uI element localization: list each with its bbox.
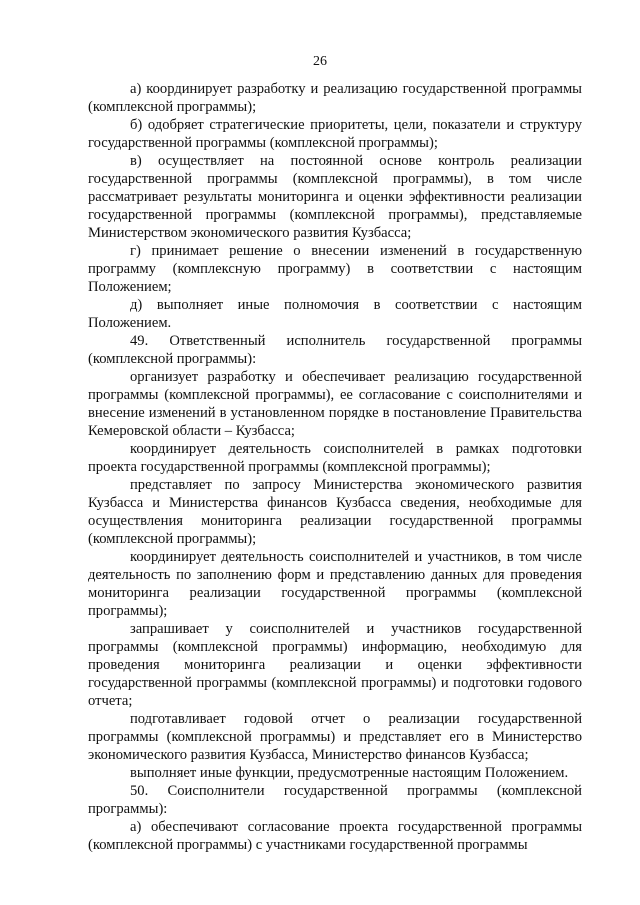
- clause-49-coordinates-coexecutors: координирует деятельность соисполнителей в рамках подготовки проекта государственной программы (комплексной программы);: [88, 441, 582, 475]
- clause-50-a-ensures-approval: а) обеспечивают согласование проекта государственной программы (комплексной программы) с участниками государственной программы: [88, 819, 582, 853]
- document-body: [88, 80, 582, 854]
- clause-49-organizes: организует разработку и обеспечивает реализацию государственной программы (комплексной программы), ее согласование с соисполнителями и внесение изменений в установленном порядке в постановление Правительства Кемеровской области – Кузбасса;: [88, 369, 582, 439]
- paragraph-d-other-powers: д) выполняет иные полномочия в соответствии с настоящим Положением.: [88, 297, 582, 331]
- clause-49-annual-report: подготавливает годовой отчет о реализации государственной программы (комплексной программы) и представляет его в Министерство экономического развития Кузбасса, Министерство финансов Кузбасса;: [88, 711, 582, 763]
- paragraph-a-coordinates: а) координирует разработку и реализацию государственной программы (комплексной программы);: [88, 81, 582, 115]
- clause-49-provides-info: представляет по запросу Министерства экономического развития Кузбасса и Министерства финансов Кузбасса сведения, необходимые для осуществления мониторинга реализации государственной программы (комплексной программы);: [88, 477, 582, 547]
- paragraph-g-decides: г) принимает решение о внесении изменений в государственную программу (комплексную программу) в соответствии с настоящим Положением;: [88, 243, 582, 295]
- paragraph-b-approves: б) одобряет стратегические приоритеты, цели, показатели и структуру государственной программы (комплексной программы);: [88, 117, 582, 151]
- clause-49-requests-info: запрашивает у соисполнителей и участников государственной программы (комплексной программы) информацию, необходимую для проведения мониторинга реализации и оценки эффективности государственной программы (комплексной программы) и подготовки годового отчета;: [88, 621, 582, 709]
- paragraph-v-controls: в) осуществляет на постоянной основе контроль реализации государственной программы (комплексной программы), в том числе рассматривает результаты мониторинга и оценки эффективности реализации государственной программы (комплексной программы), представляемые Министерством экономического развития Кузбасса;: [88, 153, 582, 241]
- clause-50-heading: 50. Соисполнители государственной программы (комплексной программы):: [88, 783, 582, 817]
- clause-49-coordinates-participants: координирует деятельность соисполнителей и участников, в том числе деятельность по заполнению форм и представлению данных для проведения мониторинга реализации государственной программы (комплексной программы);: [88, 549, 582, 619]
- page-number: 26: [313, 54, 327, 69]
- clause-49-other-functions: выполняет иные функции, предусмотренные настоящим Положением.: [130, 765, 569, 781]
- clause-49-heading: 49. Ответственный исполнитель государственной программы (комплексной программы):: [88, 333, 582, 367]
